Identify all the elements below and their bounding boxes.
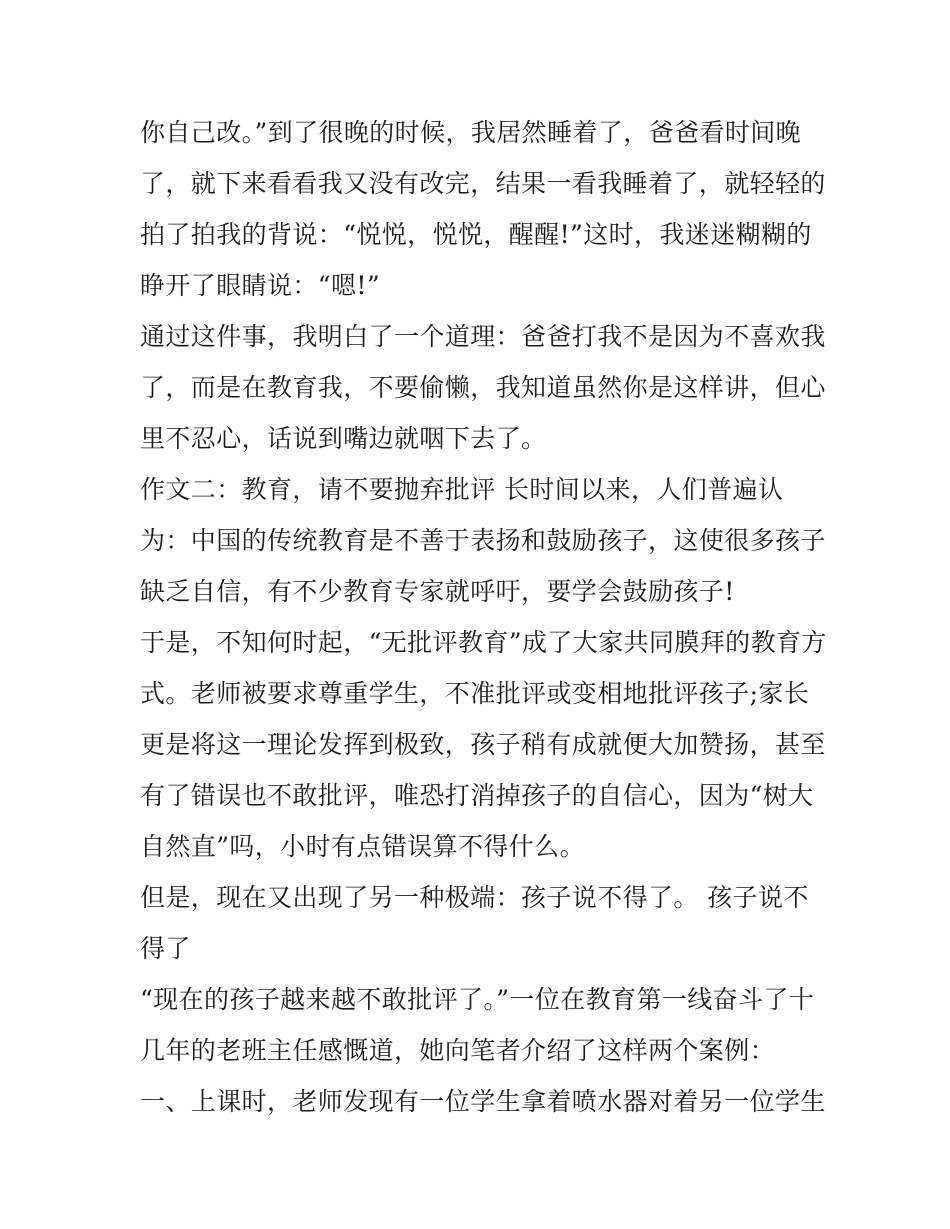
text-line: 通过这件事，我明白了一个道理：爸爸打我不是因为不喜欢我	[140, 322, 826, 351]
text-line: 了，就下来看看我又没有改完，结果一看我睡着了，就轻轻的	[140, 169, 826, 198]
text-line: 一、上课时，老师发现有一位学生拿着喷水器对着另一位学生	[140, 1087, 826, 1116]
text-line: 几年的老班主任感慨道，她向笔者介绍了这样两个案例：	[140, 1036, 776, 1065]
text-line: 缺乏自信，有不少教育专家就呼吁，要学会鼓励孩子!	[140, 577, 735, 606]
text-line: 有了错误也不敢批评，唯恐打消掉孩子的自信心，因为“树大	[140, 781, 814, 810]
text-line: 了，而是在教育我，不要偷懒，我知道虽然你是这样讲，但心	[140, 373, 826, 402]
text-line: 你自己改。”到了很晚的时候，我居然睡着了，爸爸看时间晚	[140, 118, 802, 147]
text-line: 睁开了眼睛说：“嗯!”	[140, 271, 381, 300]
text-line: 于是，不知何时起，“无批评教育”成了大家共同膜拜的教育方	[140, 628, 827, 657]
text-line: “现在的孩子越来越不敢批评了。”一位在教育第一线奋斗了十	[140, 985, 815, 1014]
text-line: 自然直”吗，小时有点错误算不得什么。	[140, 832, 585, 861]
text-line: 拍了拍我的背说：“悦悦，悦悦，醒醒!”这时，我迷迷糊糊的	[140, 220, 812, 249]
document-body	[140, 107, 830, 1127]
text-line: 得了	[140, 934, 191, 963]
text-line: 里不忍心，话说到嘴边就咽下去了。	[140, 424, 547, 453]
text-line: 但是，现在又出现了另一种极端：孩子说不得了。 孩子说不	[140, 883, 809, 912]
text-line: 为：中国的传统教育是不善于表扬和鼓励孩子，这使很多孩子	[140, 526, 826, 555]
text-line: 式。老师被要求尊重学生，不准批评或变相地批评孩子;家长	[140, 679, 810, 708]
text-line: 更是将这一理论发挥到极致，孩子稍有成就便大加赞扬，甚至	[140, 730, 826, 759]
text-line: 作文二：教育，请不要抛弃批评 长时间以来，人们普遍认	[140, 475, 784, 504]
